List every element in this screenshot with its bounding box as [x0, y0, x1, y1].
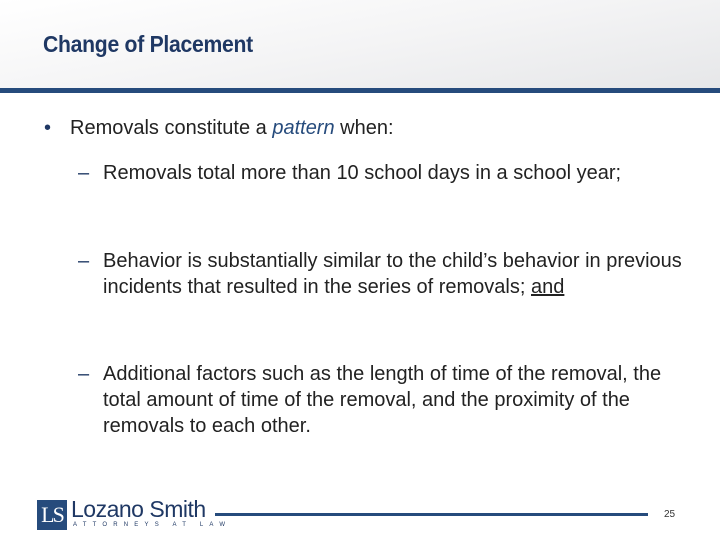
sub-bullet-underlined: and — [531, 276, 565, 298]
main-bullet — [44, 117, 394, 140]
sub-bullet-3 — [78, 361, 688, 439]
dash-icon: – — [78, 162, 90, 184]
footer-rule — [215, 513, 648, 516]
bullet-icon: • — [44, 117, 52, 139]
sub-bullet-text: Removals total more than 10 school days in a school year; — [103, 162, 622, 184]
slide-title: Change of Placement — [43, 31, 253, 57]
header-rule — [0, 88, 720, 93]
firm-name: Lozano Smith — [71, 496, 206, 522]
bullet-suffix: when: — [334, 117, 394, 139]
bullet-emphasis: pattern — [272, 117, 335, 139]
bullet-prefix: Removals constitute a — [70, 117, 273, 139]
sub-bullet-text: Behavior is substantially similar to the child’s behavior in previous incidents that resulted in the series of removals; — [103, 250, 682, 298]
firm-tagline: ATTORNEYS AT LAW — [73, 522, 232, 528]
dash-icon: – — [78, 363, 90, 385]
page-number: 25 — [664, 509, 676, 520]
sub-bullet-1 — [78, 160, 688, 186]
sub-bullet-2 — [78, 248, 688, 300]
sub-bullet-text: Additional factors such as the length of time of the removal, the total amount of time of the removal, and the proximity of the removals to each other. — [103, 363, 662, 437]
dash-icon: – — [78, 250, 90, 272]
logo-mark: LS — [37, 500, 67, 530]
